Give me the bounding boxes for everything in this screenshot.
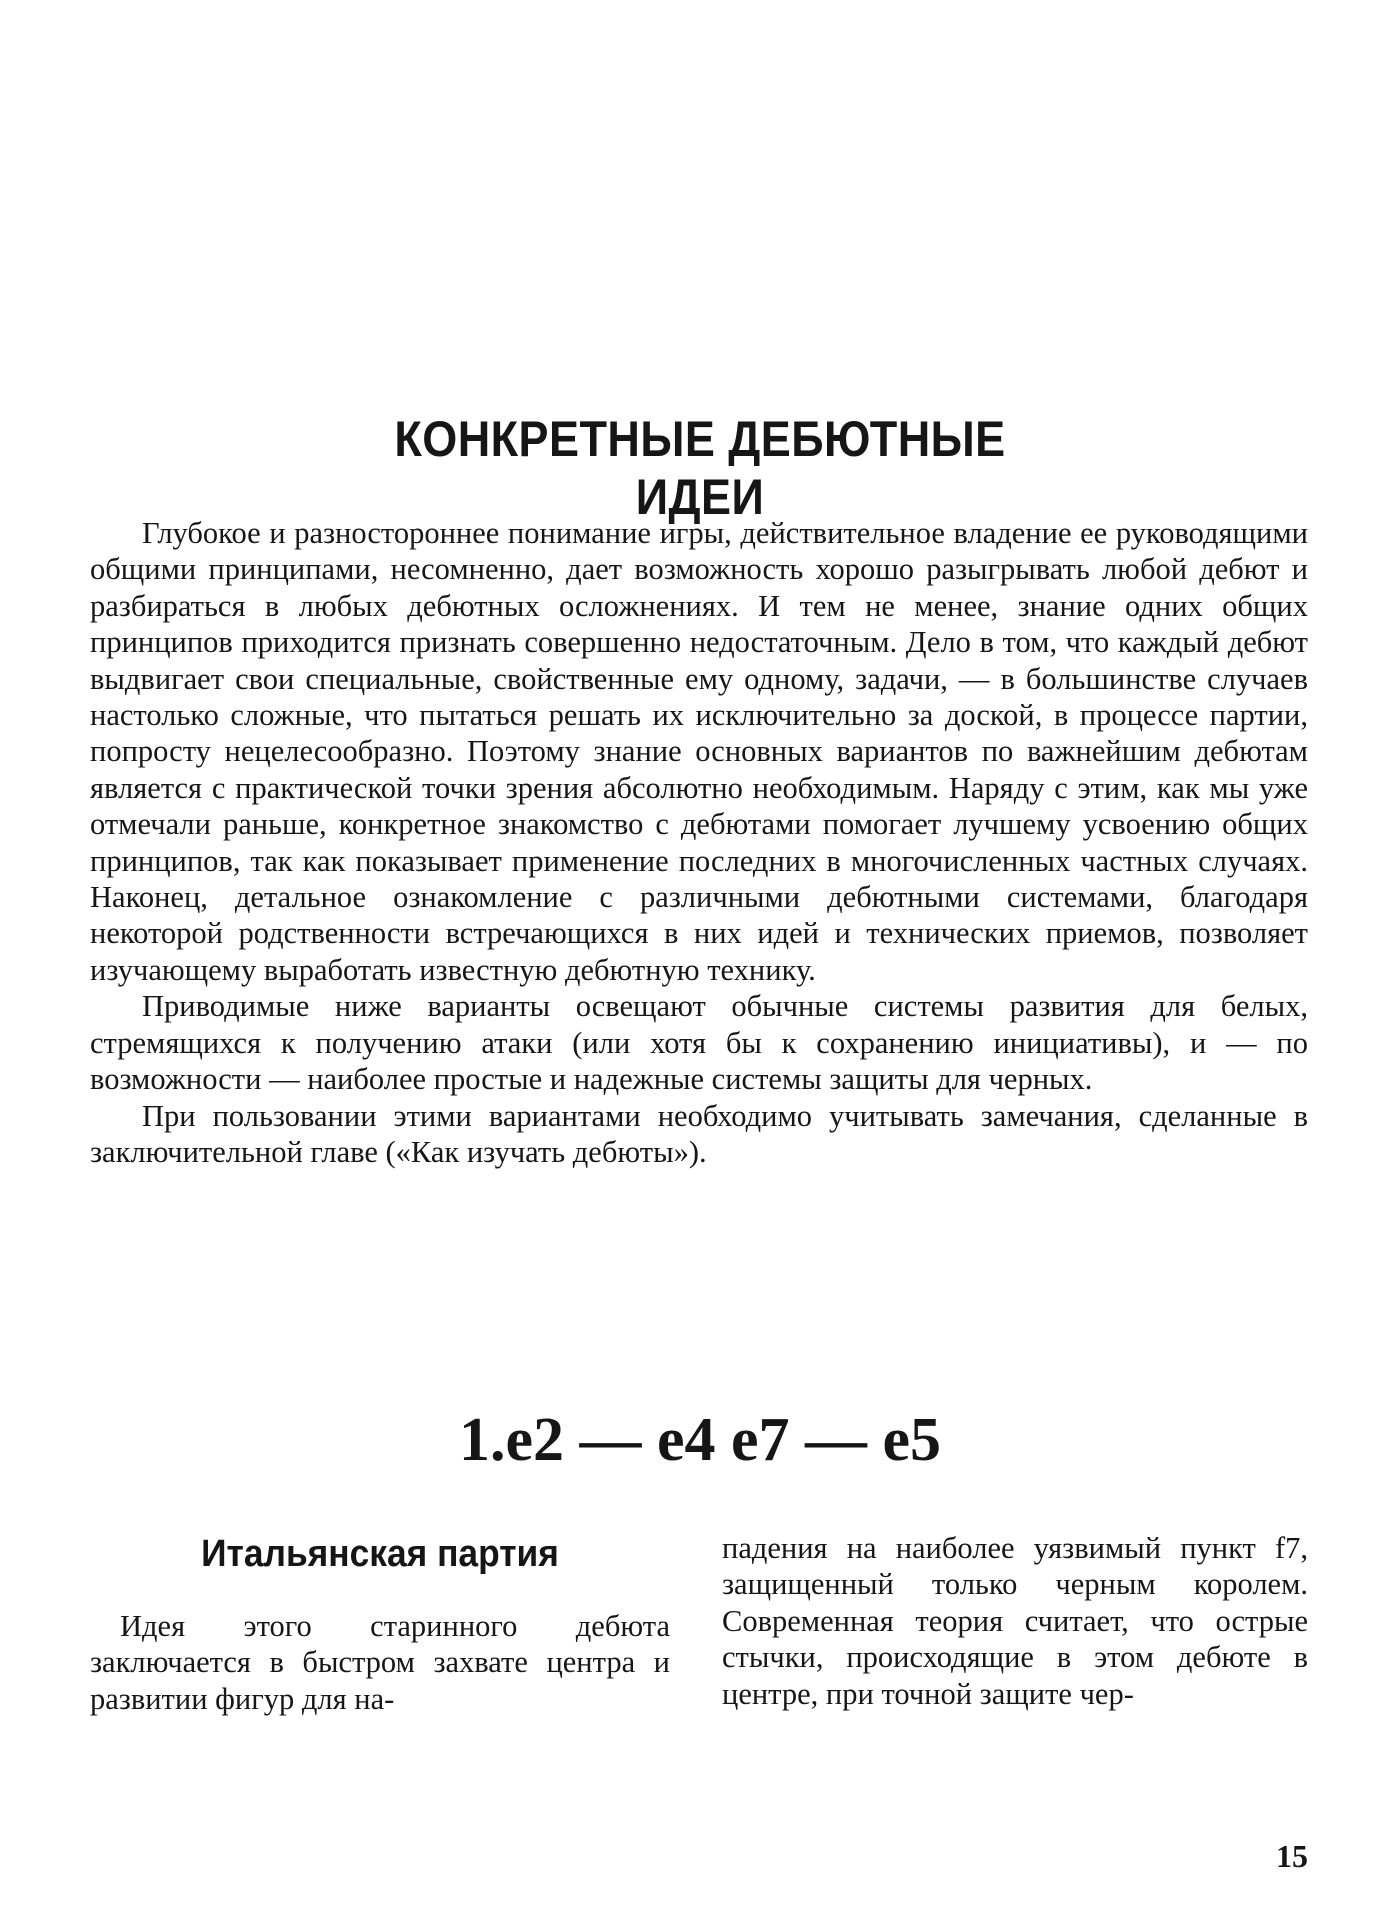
section-title: КОНКРЕТНЫЕ ДЕБЮТНЫЕ ИДЕИ (394, 411, 1006, 525)
intro-paragraph-1: Глубокое и разностороннее понимание игры, действительное владение ее руководящими общими принципами, несомненно, дает возможность хорошо разыгрывать любой дебют и разбираться в любых дебютных осложнениях. И тем не менее, знание одних общих принципов приходится признать совершенно недостаточным. Дело в том, что каждый дебют выдвигает свои специальные, свойственные ему одному, задачи, — в большинстве случаев настолько сложные, что пытаться решать их исключительно за доской, в процессе партии, попросту нецелесообразно. Поэтому знание основных вариантов по важнейшим дебютам является с практической точки зрения абсолютно необходимым. Наряду с этим, как мы уже отмечали раньше, конкретное знакомство с дебютами помогает лучшему усвоению общих принципов, так как показывает применение последних в многочисленных частных случаях. Наконец, детальное ознакомление с различными дебютными системами, благодаря некоторой родственности встречающихся в них идей и технических приемов, позволяет изучающему выработать известную дебютную технику. (90, 516, 1308, 987)
intro-paragraph-3: При пользовании этими вариантами необходимо учитывать замечания, сделанные в заключительной главе («Как изучать дебюты»). (90, 1098, 1308, 1169)
right-column-text: падения на наиболее уязвимый пункт f7, защищенный только черным королем. Современная теория считает, что острые стычки, происходящие в этом дебюте в центре, при точной защите чер- (722, 1531, 1308, 1711)
subsection-title: Итальянская партия (201, 1533, 559, 1575)
intro-text (90, 515, 1308, 1170)
opening-moves-heading: 1.e2 — e4 e7 — e5 (458, 1406, 942, 1474)
right-column (722, 1530, 1308, 1712)
intro-paragraph-2: Приводимые ниже варианты освещают обычные системы развития для белых, стремящихся к получению атаки (или хотя бы к сохранению инициативы), и — по возможности — наиболее простые и надежные системы защиты для черных. (90, 989, 1308, 1097)
left-column (90, 1530, 670, 1717)
left-column-text: Идея этого старинного дебюта заключается в быстром захвате центра и развитии фигур для на- (90, 1609, 670, 1716)
page-number: 15 (1276, 1838, 1308, 1874)
